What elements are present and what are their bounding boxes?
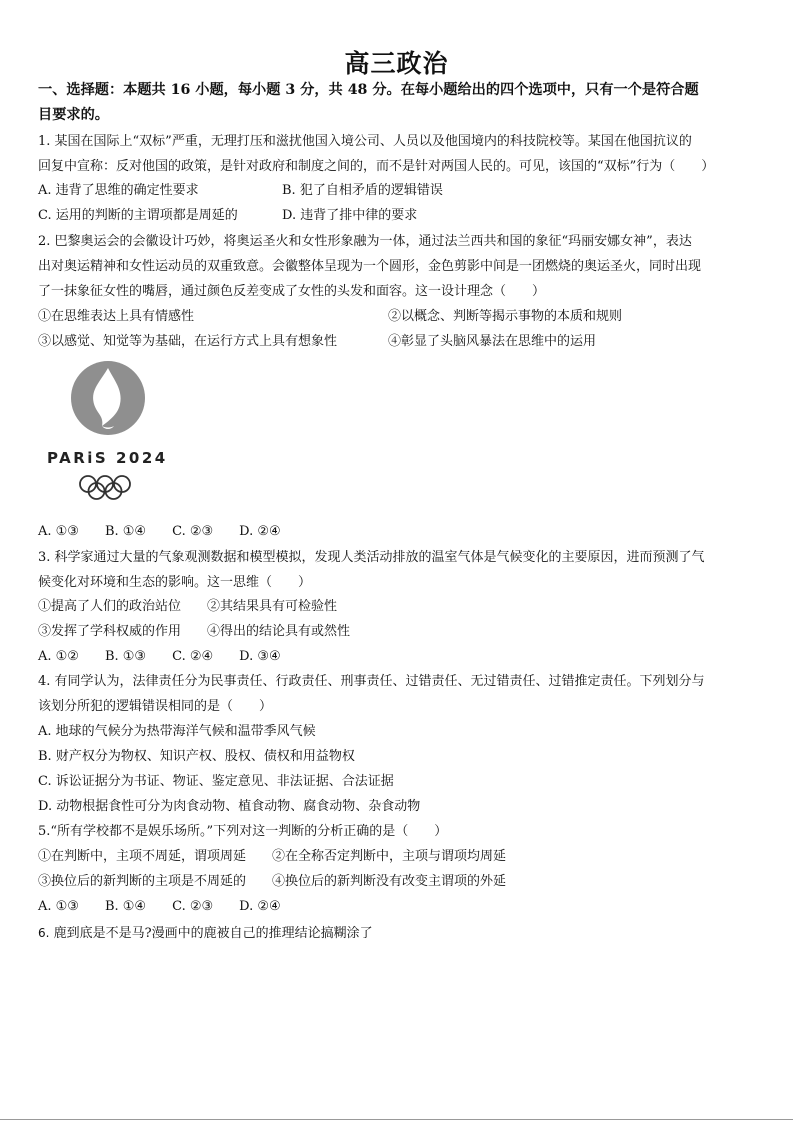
section-heading-line2: 目要求的。 <box>38 107 109 123</box>
q6-number: 6. <box>38 926 50 940</box>
q2-item-4: ④彰显了头脑风暴法在思维中的运用 <box>388 334 597 349</box>
q2-item-1: ①在思维表达上具有情感性 <box>38 309 195 324</box>
q3-items-1-2: ①提高了人们的政治站位 ②其结果具有可检验性 <box>38 599 338 614</box>
q4-option-a: A. 地球的气候分为热带海洋气候和温带季风气候 <box>38 724 316 739</box>
q6-stem-line <box>38 924 373 943</box>
q1-option-c: C. 运用的判断的主谓项都是周延的 <box>38 208 238 223</box>
q2-stem-line1: 2. 巴黎奥运会的会徽设计巧妙，将奥运圣火和女性形象融为一体，通过法兰西共和国的象征“玛丽安娜女神”，表达 <box>38 234 692 249</box>
q5-options: A. ①③ B. ①④ C. ②③ D. ②④ <box>38 899 281 914</box>
q2-options: A. ①③ B. ①④ C. ②③ D. ②④ <box>38 524 281 539</box>
q3-options: A. ①② B. ①③ C. ②④ D. ③④ <box>38 649 281 664</box>
q3-items-3-4: ③发挥了学科权威的作用 ④得出的结论具有或然性 <box>38 624 351 639</box>
q1-option-a: A. 违背了思维的确定性要求 <box>38 183 199 198</box>
q1-stem-line2: 回复中宣称：反对他国的政策，是针对政府和制度之间的，而不是针对两国人民的。可见，该国的“双标”行为（ ） <box>38 159 715 174</box>
paris-2024-logo <box>44 360 174 506</box>
section-heading-line1: 一、选择题：本题共 16 小题，每小题 3 分，共 48 分。在每小题给出的四个选项中，只有一个是符合题 <box>38 82 699 98</box>
q5-items-1-2: ①在判断中，主项不周延，谓项周延 ②在全称否定判断中，主项与谓项均周延 <box>38 849 507 864</box>
q4-stem-line1: 4. 有同学认为，法律责任分为民事责任、行政责任、刑事责任、过错责任、无过错责任、过错推定责任。下列划分与 <box>38 674 705 689</box>
paris-2024-emblem-icon <box>44 360 174 506</box>
q5-items-3-4: ③换位后的新判断的主项是不周延的 ④换位后的新判断没有改变主谓项的外延 <box>38 874 507 889</box>
q6-stem: 鹿到底是不是马?漫画中的鹿被自己的推理结论搞糊涂了 <box>53 926 373 941</box>
q2-item-3: ③以感觉、知觉等为基础，在运行方式上具有想象性 <box>38 334 338 349</box>
q4-option-c: C. 诉讼证据分为书证、物证、鉴定意见、非法证据、合法证据 <box>38 774 394 789</box>
q1-option-b: B. 犯了自相矛盾的逻辑错误 <box>282 183 443 198</box>
q2-stem-line2: 出对奥运精神和女性运动员的双重致意。会徽整体呈现为一个圆形，金色剪影中间是一团燃烧的奥运圣火，同时出现 <box>38 259 702 274</box>
q4-stem-line2: 该划分所犯的逻辑错误相同的是（ ） <box>38 699 273 714</box>
q1-option-d: D. 违背了排中律的要求 <box>282 208 418 223</box>
q3-stem-line1: 3. 科学家通过大量的气象观测数据和模型模拟，发现人类活动排放的温室气体是气候变化的主要原因，进而预测了气 <box>38 550 705 565</box>
section-heading <box>38 78 758 128</box>
logo-text: PARiS 2024 <box>47 449 168 467</box>
q1-stem-line1: 1. 某国在国际上“双标”严重，无理打压和滋扰他国入境公司、人员以及他国境内的科技院校等。某国在他国抗议的 <box>38 134 692 149</box>
q4-option-b: B. 财产权分为物权、知识产权、股权、债权和用益物权 <box>38 749 355 764</box>
q2-stem-line3: 了一抹象征女性的嘴唇，通过颜色反差变成了女性的头发和面容。这一设计理念（ ） <box>38 284 546 299</box>
q2-item-2: ②以概念、判断等揭示事物的本质和规则 <box>388 309 623 324</box>
q4-option-d: D. 动物根据食性可分为肉食动物、植食动物、腐食动物、杂食动物 <box>38 799 421 814</box>
page-bottom-divider <box>0 1119 793 1120</box>
q3-stem-line2: 候变化对环境和生态的影响。这一思维（ ） <box>38 575 312 590</box>
page-title: 高三政治 <box>344 49 449 78</box>
q5-stem: 5.“所有学校都不是娱乐场所。”下列对这一判断的分析正确的是（ ） <box>38 824 448 839</box>
